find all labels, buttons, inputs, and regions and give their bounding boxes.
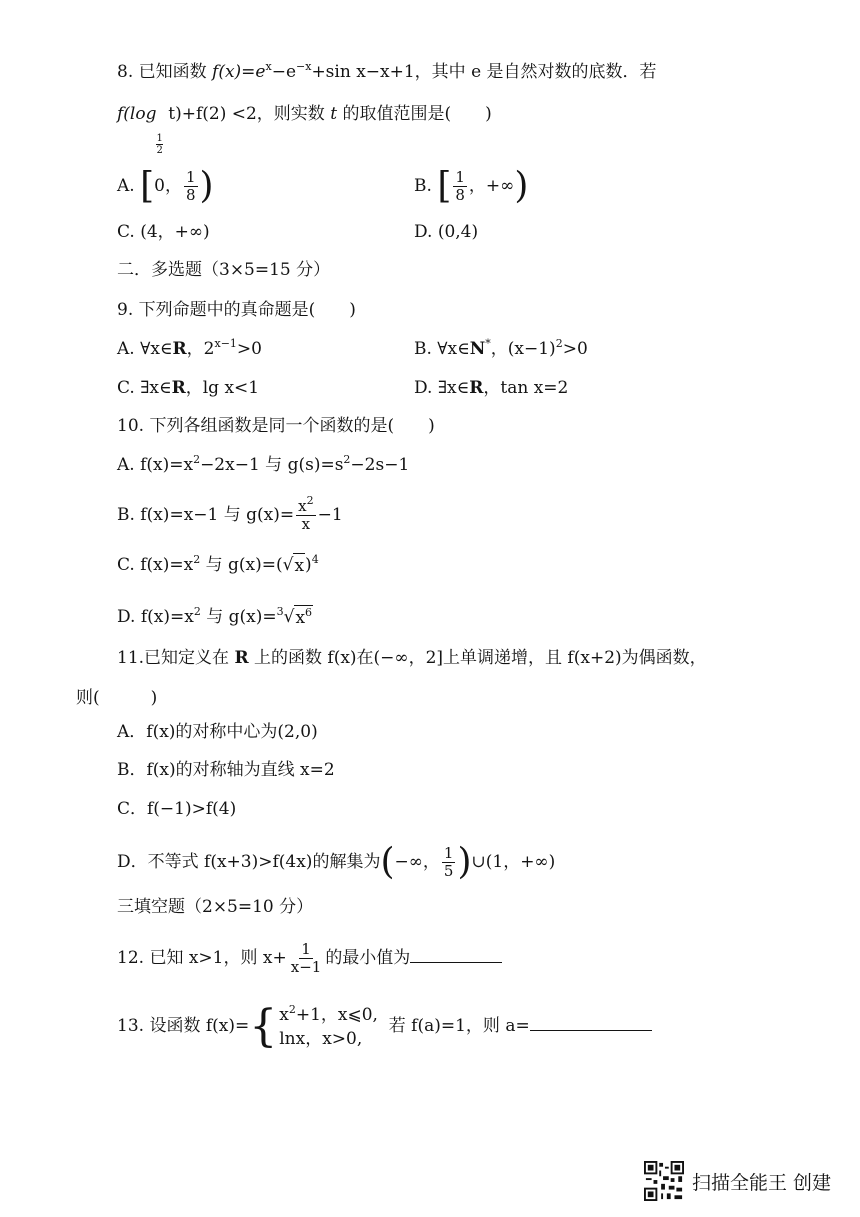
- q9-stem: 9. 下列命题中的真命题是( ): [117, 300, 356, 320]
- q10-b-part3: −1: [317, 505, 343, 525]
- q8-b-rest: ，+∞: [468, 176, 515, 196]
- q8-option-b: [414, 166, 528, 206]
- q13-part2: 若 f(a)=1，则 a=: [388, 1016, 530, 1036]
- fraction-numerator: 1: [443, 844, 454, 862]
- q10-a-exp2: 2: [343, 453, 351, 466]
- real-set-symbol: R: [172, 339, 187, 359]
- q8-exp1: x: [265, 60, 272, 73]
- fraction-numerator: [296, 494, 315, 516]
- piecewise-definition: [249, 1000, 378, 1052]
- q8-exp2: −x: [296, 60, 312, 73]
- row1-rest: +1，x⩽0,: [295, 1004, 378, 1025]
- fraction-denominator: 8: [185, 186, 196, 204]
- q11-d-part1: D．不等式 f(x+3)>f(4x)的解集为: [117, 852, 381, 872]
- q8-a-zero: 0，: [154, 176, 182, 196]
- q8-stem-line2: [117, 102, 492, 156]
- qr-code-icon: [644, 1161, 684, 1201]
- natural-set-symbol: N: [469, 339, 486, 359]
- q8-log-prefix: f(log: [117, 104, 157, 124]
- scanner-credit: 扫描全能王 创建: [692, 1171, 832, 1194]
- radicand-exp: 6: [305, 606, 313, 619]
- q10-a-exp1: 2: [193, 453, 201, 466]
- piecewise-row-1: [279, 1003, 378, 1027]
- q8-stem-text: 8. 已知函数: [117, 62, 213, 82]
- q11-stem-line2: 则( ): [76, 688, 158, 708]
- option-label: A.: [117, 176, 135, 196]
- fraction-denominator: 8: [455, 186, 465, 204]
- q10-stem: 10. 下列各组函数是同一个函数的是( ): [117, 416, 435, 436]
- q10-b-num-x: x: [298, 497, 307, 515]
- q9-c-pre: C. ∃x∈: [117, 378, 172, 398]
- q9-option-c: [117, 376, 259, 400]
- q10-a-part2: −2x−1 与 g(s)=s: [200, 455, 344, 475]
- q10-c-exp1: 2: [193, 553, 201, 566]
- q10-option-a: [117, 453, 409, 477]
- q10-option-c: [117, 553, 319, 578]
- real-set-symbol: R: [469, 378, 484, 398]
- q8-line2-end: 的取值范围是( ): [337, 104, 492, 124]
- fraction-numerator: 1: [185, 168, 196, 186]
- radical-sign: √: [283, 607, 295, 627]
- fraction-numerator: 1: [301, 940, 311, 958]
- cube-root-radical: [284, 605, 313, 630]
- q11-option-c: C．f(−1)>f(4): [117, 799, 237, 819]
- q12-part1: 12. 已知 x>1，则 x+: [117, 948, 287, 968]
- option-label: B.: [414, 176, 432, 196]
- q10-d-part1: D. f(x)=x: [117, 607, 194, 627]
- q11-option-a: A．f(x)的对称中心为(2,0): [117, 722, 318, 742]
- q8-a-close: ): [199, 165, 214, 207]
- q8-b-fraction: [453, 170, 467, 203]
- q12-fraction: [289, 942, 324, 975]
- q9-a-exponent: x−1: [214, 337, 237, 350]
- q8-stem-rest: +sin x−x+1，其中 e 是自然对数的底数．若: [311, 62, 657, 82]
- q11-d-open: (: [380, 841, 395, 883]
- q10-a-part1: A. f(x)=x: [117, 455, 194, 475]
- q8-b-close: ): [514, 165, 529, 207]
- fraction-denominator: x−1: [290, 958, 322, 976]
- row1-exp: 2: [288, 1002, 296, 1016]
- radicand-base: x: [295, 608, 306, 628]
- q11-d-close: ): [457, 841, 472, 883]
- q13-part1: 13. 设函数 f(x)=: [117, 1016, 250, 1036]
- real-set-symbol: R: [234, 648, 249, 668]
- q10-c-exp2: 4: [311, 553, 319, 566]
- q8-line2-mid: t)+f(2) <2，则实数: [162, 104, 331, 124]
- q8-var-t: t: [330, 104, 338, 124]
- radicand: x: [293, 553, 305, 578]
- q12: [117, 938, 502, 978]
- piecewise-row-2: lnx，x>0,: [279, 1028, 363, 1049]
- answer-blank[interactable]: [410, 944, 502, 963]
- q9-a-mid: ，2: [186, 339, 215, 359]
- q10-d-part2: 与 g(x)=: [200, 607, 277, 627]
- radicand: [294, 605, 313, 630]
- q10-c-close: ): [305, 555, 312, 575]
- sqrt-radical: [283, 553, 305, 578]
- q9-a-pre: A. ∀x∈: [117, 339, 173, 359]
- q10-b-fraction: [296, 494, 315, 533]
- scanner-watermark: [644, 1161, 831, 1201]
- section-heading-multiple-choice: 二．多选题（3×5=15 分）: [117, 260, 331, 280]
- q10-c-part2: 与 g(x)=(: [200, 555, 283, 575]
- q9-c-post: ，lg x<1: [185, 378, 260, 398]
- q8-log-base-den: 2: [156, 145, 163, 156]
- q10-b-num-exp: 2: [306, 494, 314, 507]
- q11-d-union: ∪(1，+∞): [471, 852, 556, 872]
- answer-blank[interactable]: [530, 1012, 652, 1031]
- radical-sign: √: [282, 555, 294, 575]
- q11-d-fraction: [442, 846, 456, 879]
- q9-b-exponent: 2: [555, 337, 563, 350]
- q11-stem: [117, 646, 707, 670]
- q10-b-part1: B. f(x)=x−1 与 g(x)=: [117, 505, 295, 525]
- row1-x: x: [279, 1004, 289, 1025]
- fraction-denominator: x: [301, 515, 311, 533]
- q8-option-d: D. (0,4): [414, 222, 479, 242]
- q8-log-base-num: 1: [156, 133, 163, 144]
- q10-option-b: [117, 495, 343, 535]
- q10-option-d: [117, 605, 313, 630]
- q10-d-exp1: 2: [193, 605, 201, 618]
- q8-a-open: [: [140, 165, 155, 207]
- left-brace: {: [249, 1000, 278, 1052]
- q12-part2: 的最小值为: [325, 948, 411, 968]
- q8-option-a: [117, 166, 214, 206]
- q10-c-part1: C. f(x)=x: [117, 555, 194, 575]
- fraction-denominator: 5: [443, 862, 454, 880]
- q11-stem-part1: 11.已知定义在: [117, 648, 235, 668]
- q8-log-base: [156, 133, 162, 156]
- piecewise-rows: [279, 1003, 378, 1051]
- q11-option-d: [117, 842, 555, 882]
- q8-function: f(x)=e: [212, 62, 266, 82]
- q8-stem-line1: [117, 60, 657, 84]
- q9-d-pre: D. ∃x∈: [414, 378, 470, 398]
- q8-minus-e: −e: [271, 62, 297, 82]
- section-heading-fill-in: 三填空题（2×5=10 分）: [117, 897, 314, 917]
- q11-d-neg-inf: −∞，: [394, 852, 440, 872]
- q8-option-c: C. (4，+∞): [117, 222, 210, 242]
- q11-stem-part2: 上的函数 f(x)在(−∞，2]上单调递增，且 f(x+2)为偶函数，: [248, 648, 707, 668]
- radical-index: 3: [276, 605, 284, 618]
- q9-option-b: [414, 337, 588, 361]
- q9-b-post: >0: [562, 339, 588, 359]
- q10-a-part3: −2s−1: [350, 455, 410, 475]
- q9-option-d: [414, 376, 568, 400]
- fraction-numerator: 1: [455, 168, 465, 186]
- q11-option-b: B．f(x)的对称轴为直线 x=2: [117, 760, 335, 780]
- q13: [117, 1000, 652, 1052]
- q8-b-open: [: [437, 165, 452, 207]
- real-set-symbol: R: [171, 378, 186, 398]
- q9-b-mid: ，(x−1): [490, 339, 556, 359]
- q8-a-fraction: [184, 170, 198, 203]
- q9-b-star: *: [485, 337, 491, 350]
- q9-b-pre: B. ∀x∈: [414, 339, 470, 359]
- q9-d-post: ，tan x=2: [483, 378, 569, 398]
- q9-a-post: >0: [236, 339, 262, 359]
- q9-option-a: [117, 337, 262, 361]
